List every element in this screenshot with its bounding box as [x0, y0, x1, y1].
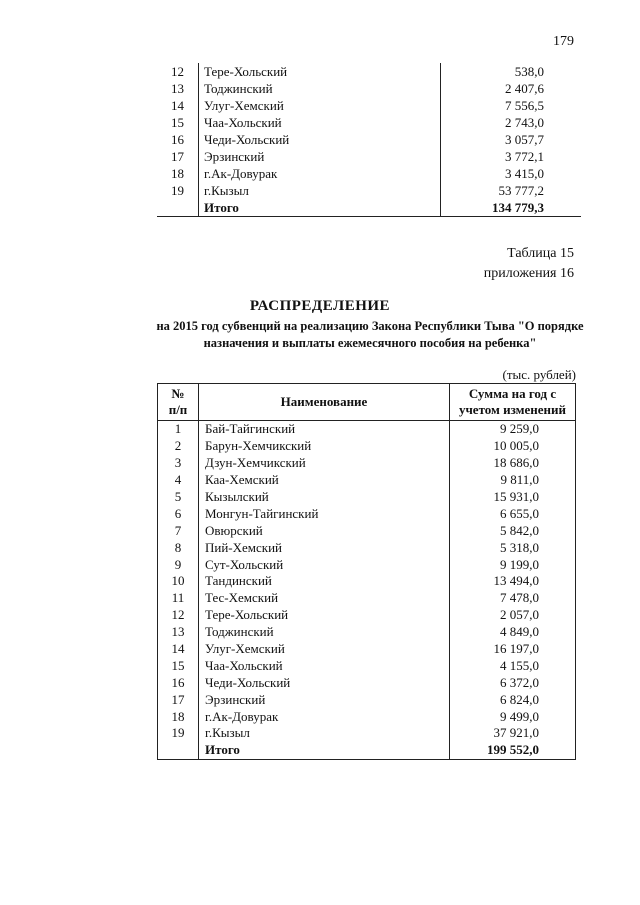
page-number: 179 — [553, 34, 574, 49]
row-number: 3 — [158, 455, 199, 472]
table-row — [158, 708, 576, 725]
row-number: 17 — [158, 691, 199, 708]
row-value: 4 849,0 — [450, 624, 576, 641]
table-row — [158, 455, 576, 472]
table-row — [158, 421, 576, 438]
row-value: 6 655,0 — [450, 505, 576, 522]
row-value: 3 772,1 — [505, 149, 544, 164]
row-number: 14 — [157, 97, 199, 114]
table-row — [157, 165, 581, 182]
row-name: Тандинский — [199, 573, 450, 590]
row-number: 14 — [158, 641, 199, 658]
row-name: Барун-Хемчикский — [199, 438, 450, 455]
row-value: 13 494,0 — [450, 573, 576, 590]
table-row — [158, 472, 576, 489]
row-number: 1 — [158, 421, 199, 438]
row-value: 9 259,0 — [450, 421, 576, 438]
table-row — [158, 522, 576, 539]
document-subtitle: на 2015 год субвенций на реализацию Закона Республики Тыва "О порядке назначения и выплаты ежемесячного пособия на ребенка" — [156, 319, 584, 350]
table-row — [158, 573, 576, 590]
row-value: 18 686,0 — [450, 455, 576, 472]
row-number: 19 — [157, 182, 199, 199]
row-number: 13 — [157, 80, 199, 97]
row-value: 10 005,0 — [450, 438, 576, 455]
table-row — [157, 182, 581, 199]
row-number: 7 — [158, 522, 199, 539]
row-name: Монгун-Тайгинский — [199, 505, 450, 522]
row-number: 9 — [158, 556, 199, 573]
row-name: Чаа-Хольский — [199, 114, 441, 131]
row-number — [157, 199, 199, 216]
row-number: 15 — [157, 114, 199, 131]
row-name: г.Ак-Довурак — [199, 165, 441, 182]
row-name: Тере-Хольский — [199, 63, 441, 80]
row-number: 19 — [158, 725, 199, 742]
table-total-row — [158, 742, 576, 759]
row-name: Тере-Хольский — [199, 607, 450, 624]
row-name: Эрзинский — [199, 691, 450, 708]
table-row — [157, 131, 581, 148]
row-value: 16 197,0 — [450, 641, 576, 658]
row-number: 18 — [158, 708, 199, 725]
table-row — [158, 489, 576, 506]
row-name: Чаа-Хольский — [199, 657, 450, 674]
table-row — [158, 624, 576, 641]
row-number: 11 — [158, 590, 199, 607]
total-label: Итого — [199, 742, 450, 759]
table-caption-line2: приложения 16 — [483, 266, 574, 281]
row-number: 12 — [158, 607, 199, 624]
total-label: Итого — [199, 199, 441, 216]
table-row — [158, 607, 576, 624]
total-value: 199 552,0 — [450, 742, 576, 759]
row-name: Кызылский — [199, 489, 450, 506]
row-number: 17 — [157, 148, 199, 165]
row-number: 12 — [157, 63, 199, 80]
row-number: 2 — [158, 438, 199, 455]
row-value: 7 478,0 — [450, 590, 576, 607]
table-caption — [484, 244, 574, 284]
document-title: РАСПРЕДЕЛЕНИЕ — [249, 298, 391, 314]
row-value: 5 318,0 — [450, 539, 576, 556]
table-row — [158, 725, 576, 742]
row-number: 15 — [158, 657, 199, 674]
row-value: 3 057,7 — [505, 132, 544, 147]
table-row — [158, 505, 576, 522]
row-value: 37 921,0 — [450, 725, 576, 742]
row-name: Тес-Хемский — [199, 590, 450, 607]
table-caption-line1: Таблица 15 — [507, 246, 574, 261]
row-number: 16 — [158, 674, 199, 691]
row-number: 8 — [158, 539, 199, 556]
table-header-row — [158, 384, 576, 421]
row-name: Каа-Хемский — [199, 472, 450, 489]
row-name: г.Ак-Довурак — [199, 708, 450, 725]
table-row — [158, 438, 576, 455]
row-name: Тоджинский — [199, 624, 450, 641]
row-value: 6 372,0 — [450, 674, 576, 691]
row-value: 2 407,6 — [505, 81, 544, 96]
row-value: 6 824,0 — [450, 691, 576, 708]
table-row — [158, 590, 576, 607]
row-value: 2 743,0 — [505, 115, 544, 130]
row-name: Тоджинский — [199, 80, 441, 97]
row-name: Сут-Хольский — [199, 556, 450, 573]
row-value: 2 057,0 — [450, 607, 576, 624]
table-row — [157, 148, 581, 165]
distribution-table — [157, 383, 576, 760]
header-number: № п/п — [158, 384, 199, 421]
table-row — [157, 114, 581, 131]
row-value: 5 842,0 — [450, 522, 576, 539]
row-name: Чеди-Хольский — [199, 674, 450, 691]
header-sum: Сумма на год с учетом изменений — [450, 384, 576, 421]
row-number: 5 — [158, 489, 199, 506]
table-row — [157, 63, 581, 80]
table-row — [158, 691, 576, 708]
row-name: г.Кызыл — [199, 725, 450, 742]
row-value: 9 499,0 — [450, 708, 576, 725]
row-name: Пий-Хемский — [199, 539, 450, 556]
table-row — [157, 80, 581, 97]
continued-table — [157, 63, 581, 217]
header-name: Наименование — [199, 384, 450, 421]
row-name: Овюрский — [199, 522, 450, 539]
table-row — [158, 556, 576, 573]
row-value: 4 155,0 — [450, 657, 576, 674]
row-name: Дзун-Хемчикский — [199, 455, 450, 472]
total-value: 134 779,3 — [492, 200, 544, 215]
row-value: 53 777,2 — [498, 183, 544, 198]
row-name: Улуг-Хемский — [199, 97, 441, 114]
row-value: 9 199,0 — [450, 556, 576, 573]
row-name: Эрзинский — [199, 148, 441, 165]
row-name: г.Кызыл — [199, 182, 441, 199]
row-value: 538,0 — [514, 64, 544, 79]
row-value: 15 931,0 — [450, 489, 576, 506]
row-number — [158, 742, 199, 759]
table-row — [158, 539, 576, 556]
row-number: 4 — [158, 472, 199, 489]
row-value: 3 415,0 — [505, 166, 544, 181]
row-value: 9 811,0 — [450, 472, 576, 489]
table-row — [158, 641, 576, 658]
row-name: Бай-Тайгинский — [199, 421, 450, 438]
units-label: (тыс. рублей) — [502, 367, 576, 382]
table-row — [157, 97, 581, 114]
row-value: 7 556,5 — [505, 98, 544, 113]
row-number: 6 — [158, 505, 199, 522]
row-name: Улуг-Хемский — [199, 641, 450, 658]
row-name: Чеди-Хольский — [199, 131, 441, 148]
table-row — [158, 674, 576, 691]
row-number: 10 — [158, 573, 199, 590]
row-number: 13 — [158, 624, 199, 641]
table-total-row — [157, 199, 581, 217]
table-row — [158, 657, 576, 674]
row-number: 18 — [157, 165, 199, 182]
row-number: 16 — [157, 131, 199, 148]
